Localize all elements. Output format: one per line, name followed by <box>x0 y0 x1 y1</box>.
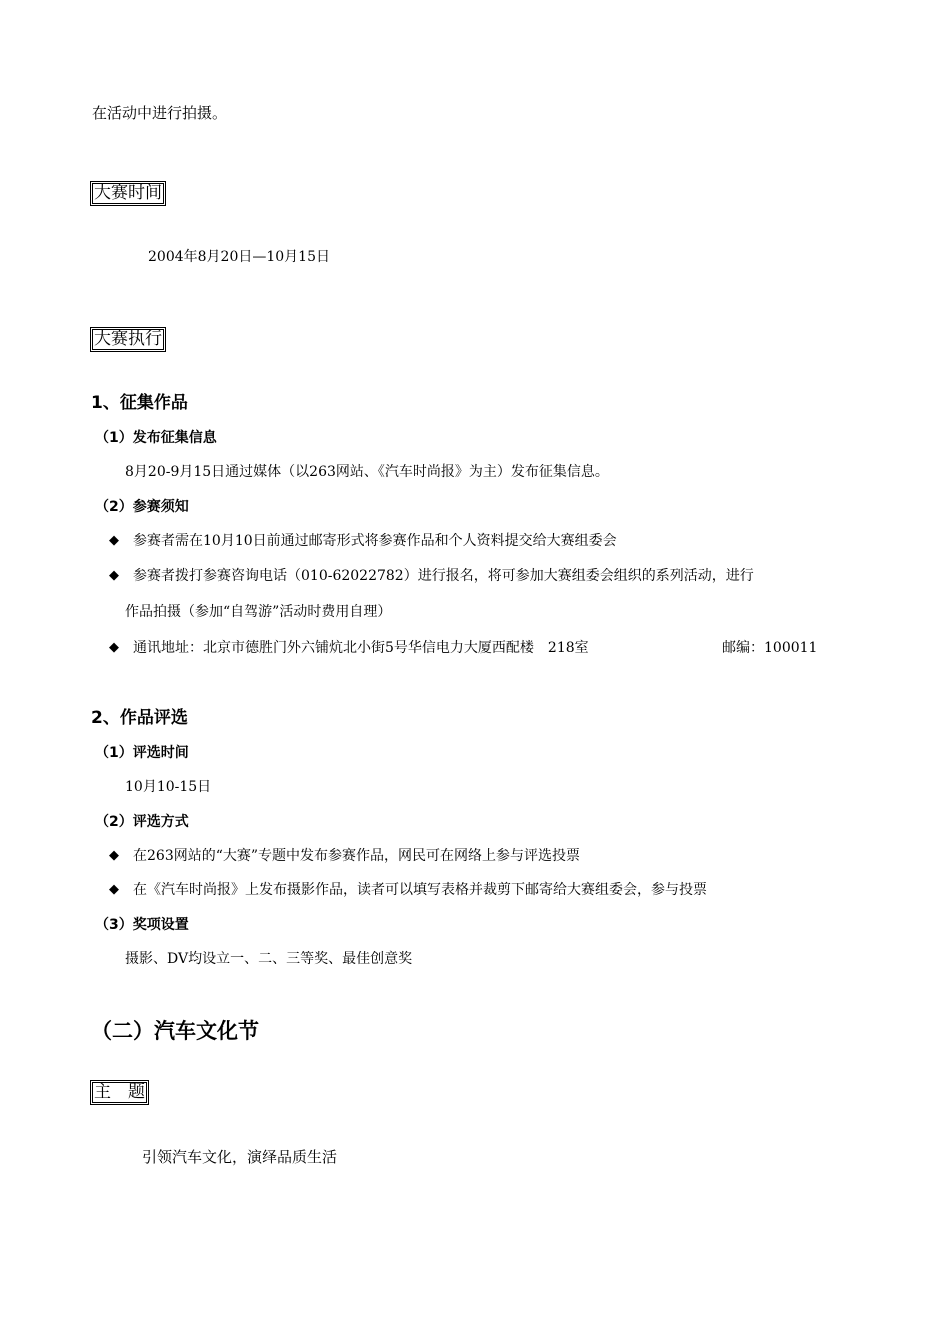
list-item-continuation: 作品拍摄（参加“自驾游”活动时费用自理） <box>125 604 392 620</box>
section-label-theme <box>90 1080 149 1105</box>
part1-sub2-title: （2）参赛须知 <box>95 499 189 515</box>
section-label-time-text: 大赛时间 <box>94 183 162 203</box>
section-label-exec-text: 大赛执行 <box>94 329 162 349</box>
list-item: 通讯地址：北京市德胜门外六铺炕北小街5号华信电力大厦西配楼 218室 <box>133 640 589 656</box>
part2-sub1-text: 10月10-15日 <box>125 779 212 795</box>
bullet-diamond-icon: ◆ <box>109 533 119 548</box>
list-item: 在《汽车时尚报》上发布摄影作品，读者可以填写表格并裁剪下邮寄给大赛组委会，参与投票 <box>133 882 707 898</box>
bullet-diamond-icon: ◆ <box>109 568 119 583</box>
bullet-diamond-icon: ◆ <box>109 848 119 863</box>
section-heading: （二）汽车文化节 <box>91 1019 259 1043</box>
list-item: 参赛者需在10月10日前通过邮寄形式将参赛作品和个人资料提交给大赛组委会 <box>133 533 617 549</box>
time-range-text: 2004年8月20日—10月15日 <box>148 249 330 265</box>
part1-sub1-title: （1）发布征集信息 <box>95 430 217 446</box>
bullet-diamond-icon: ◆ <box>109 882 119 897</box>
part1-title: 1、征集作品 <box>91 393 188 413</box>
list-item: 在263网站的“大赛”专题中发布参赛作品，网民可在网络上参与评选投票 <box>133 848 581 864</box>
section-label-exec <box>90 327 166 352</box>
part2-sub1-title: （1）评选时间 <box>95 745 189 761</box>
part2-title: 2、作品评选 <box>91 708 188 728</box>
part2-sub3-title: （3）奖项设置 <box>95 917 189 933</box>
part1-sub1-text: 8月20-9月15日通过媒体（以263网站、《汽车时尚报》为主）发布征集信息。 <box>125 464 609 480</box>
part2-sub3-text: 摄影、DV均设立一、二、三等奖、最佳创意奖 <box>125 951 413 967</box>
section-label-time <box>90 181 166 206</box>
section-label-theme-text: 主 题 <box>94 1082 145 1102</box>
theme-text: 引领汽车文化，演绎品质生活 <box>142 1148 338 1166</box>
postcode-text: 邮编：100011 <box>722 640 818 656</box>
bullet-diamond-icon: ◆ <box>109 640 119 655</box>
list-item: 参赛者拨打参赛咨询电话（010-62022782）进行报名，将可参加大赛组委会组织的系列活动，进行 <box>133 568 754 584</box>
part2-sub2-title: （2）评选方式 <box>95 814 189 830</box>
intro-line: 在活动中进行拍摄。 <box>92 104 228 122</box>
